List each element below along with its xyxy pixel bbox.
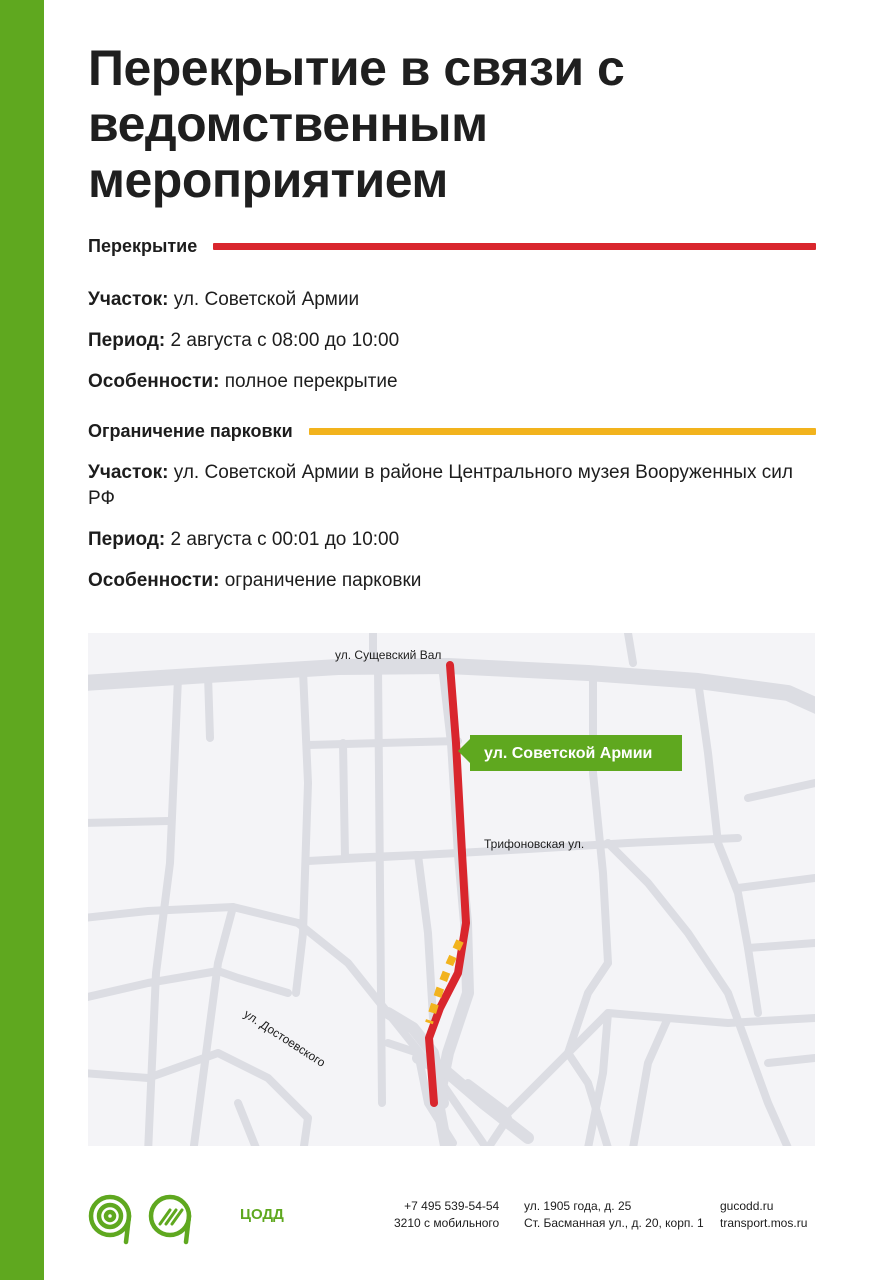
label-sushchevsky-val: ул. Сущевский Вал xyxy=(335,648,442,662)
parking-heading xyxy=(88,421,816,442)
closure-period-label: Период: xyxy=(88,330,166,351)
closure-heading-label: Перекрытие xyxy=(88,236,198,256)
closure-section-row xyxy=(88,287,808,313)
footer-phones xyxy=(394,1198,499,1232)
closure-period-row xyxy=(88,328,808,354)
footer-addresses xyxy=(524,1198,704,1232)
closure-features-value: полное перекрытие xyxy=(219,371,398,392)
parking-period-value: 2 августа с 00:01 до 10:00 xyxy=(165,529,400,550)
closure-features-row xyxy=(88,369,808,395)
closure-period-value: 2 августа с 08:00 до 10:00 xyxy=(165,330,400,351)
closure-section-value: ул. Советской Армии xyxy=(168,289,360,310)
parking-features-row xyxy=(88,568,808,594)
footer-address-1: ул. 1905 года, д. 25 xyxy=(524,1199,632,1213)
parking-features-value: ограничение парковки xyxy=(219,570,422,591)
parking-section-row xyxy=(88,460,808,512)
page-title: Перекрытие в связи с ведомственным мероприятием xyxy=(88,40,625,208)
label-trifonovskaya: Трифоновская ул. xyxy=(484,837,585,851)
callout-text: ул. Советской Армии xyxy=(484,745,653,762)
closure-heading xyxy=(88,236,816,257)
footer-site-1[interactable]: gucodd.ru xyxy=(720,1199,774,1213)
footer-address-2: Ст. Басманная ул., д. 20, корп. 1 xyxy=(524,1216,704,1230)
footer xyxy=(88,1190,816,1246)
route-map xyxy=(88,633,815,1146)
parking-yellow-line xyxy=(309,428,816,435)
label-dostoevskogo: ул. Достоевского xyxy=(241,1006,328,1070)
parking-period-label: Период: xyxy=(88,529,166,550)
parking-period-row xyxy=(88,527,808,553)
footer-sites xyxy=(720,1198,807,1232)
footer-phone[interactable]: +7 495 539-54-54 xyxy=(404,1199,500,1213)
footer-mobile: 3210 с мобильного xyxy=(394,1216,500,1230)
callout-sovetskoy-armii xyxy=(458,735,682,771)
parking-section-value: ул. Советской Армии в районе Центрального музея Вооруженных сил РФ xyxy=(88,462,793,509)
parking-heading-label: Ограничение парковки xyxy=(88,421,293,441)
closure-features-label: Особенности: xyxy=(88,371,220,392)
footer-site-2[interactable]: transport.mos.ru xyxy=(720,1216,808,1230)
parking-features-label: Особенности: xyxy=(88,570,220,591)
parking-section-label: Участок: xyxy=(88,462,169,483)
closure-section-label: Участок: xyxy=(88,289,169,310)
side-accent-bar xyxy=(0,0,44,1280)
brand-name: ЦОДД xyxy=(240,1206,284,1223)
codd-logo-icon xyxy=(88,1190,238,1246)
closure-red-line xyxy=(213,243,816,250)
